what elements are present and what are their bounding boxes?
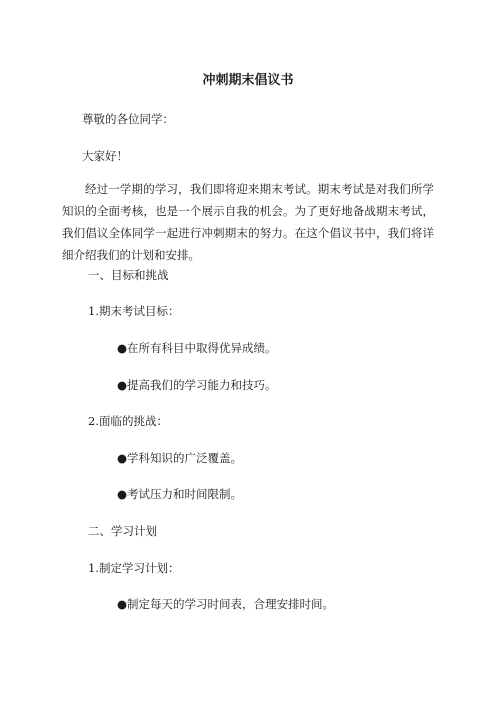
section-heading: 二、学习计划 (88, 524, 157, 538)
subsection-heading: 1.期末考试目标： (88, 304, 180, 318)
bullet-item: ●制定每天的学习时间表，合理安排时间。 (117, 597, 335, 611)
salutation: 尊敬的各位同学： (82, 112, 174, 126)
subsection-heading: 2.面临的挑战： (88, 414, 168, 428)
subsection-heading: 1.制定学习计划： (88, 561, 180, 575)
greeting: 大家好！ (82, 149, 128, 163)
bullet-item: ●提高我们的学习能力和技巧。 (117, 378, 277, 392)
intro-paragraph: 经过一学期的学习，我们即将迎来期末考试。期末考试是对我们所学知识的全面考核，也是一个展示自我的机会。为了更好地备战期末考试，我们倡议全体同学一起进行冲刺期末的努力。在这个倡议书中，我们将详细介绍我们的计划和安排。 (62, 182, 434, 262)
document-title: 冲刺期末倡议书 (202, 73, 294, 88)
bullet-item: ●考试压力和时间限制。 (117, 487, 243, 501)
bullet-item: ●在所有科目中取得优异成绩。 (117, 341, 277, 355)
bullet-item: ●学科知识的广泛覆盖。 (117, 451, 243, 465)
section-heading: 一、目标和挑战 (88, 268, 169, 282)
